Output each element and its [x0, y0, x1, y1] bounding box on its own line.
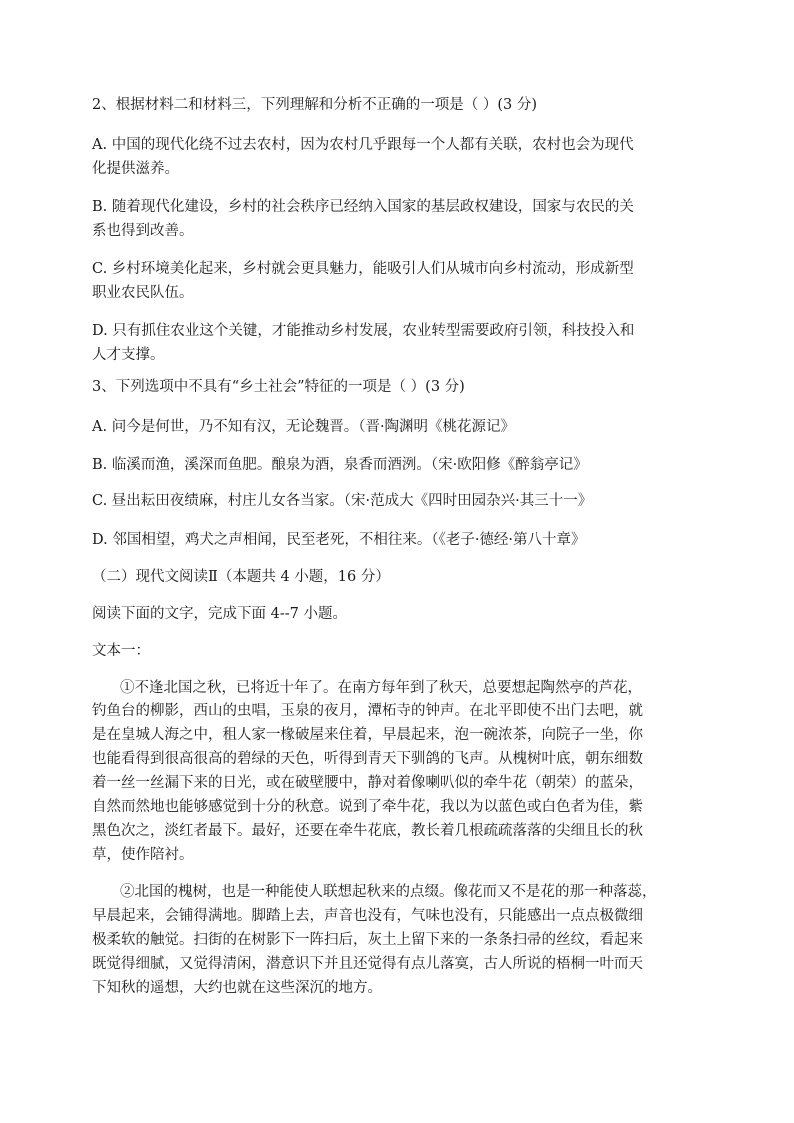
q2-option-c-line-2: 职业农民队伍。 [92, 285, 194, 301]
paragraph-1-line: 也能看得到很高很高的碧绿的天色，听得到青天下驯鸽的飞声。从槐树叶底，朝东细数 [92, 751, 643, 767]
paragraph-2-line: 极柔软的触觉。扫街的在树影下一阵扫后，灰土上留下来的一条条扫帚的丝纹，看起来 [92, 932, 643, 948]
paragraph-2-line: 既觉得细腻，又觉得清闲，潜意识下并且还觉得有点儿落寞，古人所说的梧桐一叶而天 [92, 956, 643, 972]
q2-option-d-line-1: D. 只有抓住农业这个关键，才能推动乡村发展，农业转型需要政府引领，科技投入和 [92, 323, 635, 339]
paragraph-2-line: 下知秋的遥想，大约也就在这些深沉的地方。 [92, 980, 382, 996]
q3-option-b: B. 临溪而渔，溪深而鱼肥。酿泉为酒，泉香而酒洌。（宋·欧阳修《醉翁亭记》 [92, 457, 588, 473]
q2-option-d-line-2: 人才支撑。 [92, 347, 165, 363]
paragraph-1-line: 黑色次之，淡红者最下。最好，还要在牵牛花底，教长着几根疏疏落落的尖细且长的秋 [92, 823, 643, 839]
paragraph-2-line: ②北国的槐树，也是一种能使人联想起秋来的点缀。像花而又不是花的那一种落蕊， [120, 884, 657, 900]
paragraph-1-line: ①不逢北国之秋，已将近十年了。在南方每年到了秋天，总要想起陶然亭的芦花， [120, 680, 642, 696]
paragraph-1-line: 草，使作陪衬。 [92, 847, 194, 863]
reading-instruction: 阅读下面的文字，完成下面 4--7 小题。 [92, 606, 347, 622]
q2-option-b-line-2: 系也得到改善。 [92, 223, 194, 239]
q3-option-a: A. 问今是何世，乃不知有汉，无论魏晋。（晋·陶渊明《桃花源记》 [92, 419, 516, 435]
q3-option-c: C. 昼出耘田夜绩麻，村庄儿女各当家。（宋·范成大《四时田园杂兴·其三十一》 [92, 493, 593, 509]
q2-option-c-line-1: C. 乡村环境美化起来，乡村就会更具魅力，能吸引人们从城市向乡村流动，形成新型 [92, 261, 634, 277]
q3-option-d: D. 邻国相望，鸡犬之声相闻，民至老死，不相往来。（《老子·德经·第八十章》 [92, 532, 586, 548]
text-label: 文本一： [92, 643, 150, 659]
paragraph-1-line: 钓鱼台的柳影，西山的虫唱，玉泉的夜月，潭柘寺的钟声。在北平即使不出门去吧，就 [92, 703, 643, 719]
question-3-stem: 3、下列选项中不具有“乡土社会”特征的一项是（ ）(3 分) [92, 379, 465, 395]
q2-option-a-line-2: 化提供滋养。 [92, 161, 179, 177]
q2-option-b-line-1: B. 随着现代化建设，乡村的社会秩序已经纳入国家的基层政权建设，国家与农民的关 [92, 199, 634, 215]
paragraph-1-line: 自然而然地也能够感觉到十分的秋意。说到了牵牛花，我以为以蓝色或白色者为佳，紫 [92, 799, 643, 815]
q2-option-a-line-1: A. 中国的现代化绕不过去农村，因为农村几乎跟每一个人都有关联，农村也会为现代 [92, 137, 634, 153]
paragraph-1-line: 是在皇城人海之中，租人家一椽破屋来住着，早晨起来，泡一碗浓茶，向院子一坐，你 [92, 727, 643, 743]
question-2-stem: 2、根据材料二和材料三，下列理解和分析不正确的一项是（ ）(3 分) [92, 97, 537, 113]
paragraph-2-line: 早晨起来，会铺得满地。脚踏上去，声音也没有，气味也没有，只能感出一点点极微细 [92, 908, 643, 924]
section-heading: （二）现代文阅读Ⅱ（本题共 4 小题，16 分） [92, 569, 390, 585]
paragraph-1-line: 着一丝一丝漏下来的日光，或在破壁腰中，静对着像喇叭似的牵牛花（朝荣）的蓝朵， [92, 775, 643, 791]
